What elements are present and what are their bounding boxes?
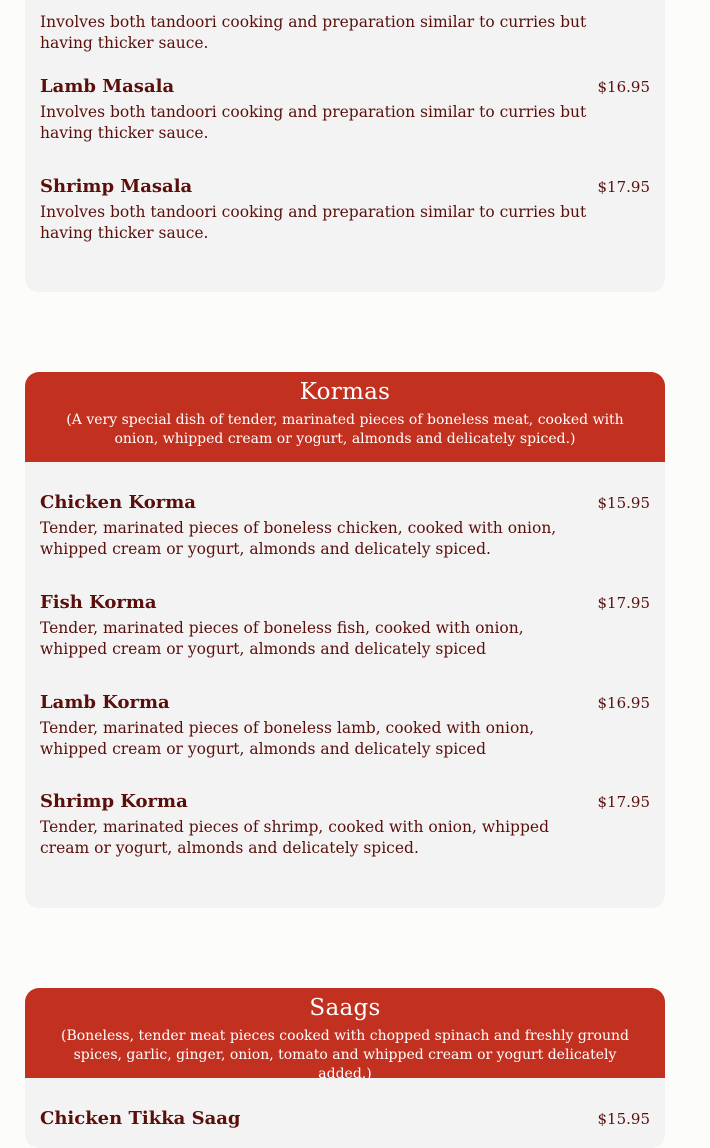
menu-item-price: $16.95 <box>597 78 650 96</box>
menu-item-price: $15.95 <box>597 1110 650 1128</box>
menu-item-name: Chicken Korma <box>40 492 196 513</box>
menu-item-name: Lamb Masala <box>40 76 175 97</box>
section-header <box>25 372 665 462</box>
menu-item-description: Tender, marinated pieces of boneless chicken, cooked with onion, whipped cream or yogurt, almonds and delicately spiced. <box>40 519 557 558</box>
section-description: (A very special dish of tender, marinated pieces of boneless meat, cooked with onion, whipped cream or yogurt, almonds and delicately spiced.) <box>66 412 624 447</box>
menu-item-description: Involves both tandoori cooking and preparation similar to curries but having thicker sauce. <box>40 103 587 142</box>
section-header <box>25 988 665 1082</box>
menu-item-price: $17.95 <box>597 793 650 811</box>
menu-item-price: $15.95 <box>597 494 650 512</box>
menu-item-price: $17.95 <box>597 178 650 196</box>
saags-section <box>25 988 665 1148</box>
menu-item-name: Shrimp Masala <box>40 176 193 197</box>
menu-item-name: Fish Korma <box>40 592 157 613</box>
kormas-section <box>25 372 665 908</box>
menu-item-description: Tender, marinated pieces of boneless fish, cooked with onion, whipped cream or yogurt, almonds and delicately spiced <box>40 619 524 658</box>
menu-item-name: Lamb Korma <box>40 692 170 713</box>
menu-item-name: Shrimp Korma <box>40 791 188 812</box>
menu-item-name: Chicken Tikka Saag <box>40 1108 241 1129</box>
masalas-section <box>25 0 665 292</box>
menu-item-description: Involves both tandoori cooking and preparation similar to curries but having thicker sauce. <box>40 203 587 242</box>
menu-item-description: Tender, marinated pieces of shrimp, cooked with onion, whipped cream or yogurt, almonds and delicately spiced. <box>40 818 549 857</box>
menu-item-price: $17.95 <box>597 594 650 612</box>
menu-item-price: $16.95 <box>597 694 650 712</box>
section-title: Kormas <box>299 379 391 405</box>
section-description: (Boneless, tender meat pieces cooked with chopped spinach and freshly ground spices, garlic, ginger, onion, tomato and whipped cream or yogurt delicately added.) <box>61 1028 629 1082</box>
menu-item-description: Involves both tandoori cooking and preparation similar to curries but having thicker sauce. <box>40 13 587 52</box>
section-title: Saags <box>309 995 381 1021</box>
menu-item-description: Tender, marinated pieces of boneless lamb, cooked with onion, whipped cream or yogurt, almonds and delicately spiced <box>40 719 535 758</box>
